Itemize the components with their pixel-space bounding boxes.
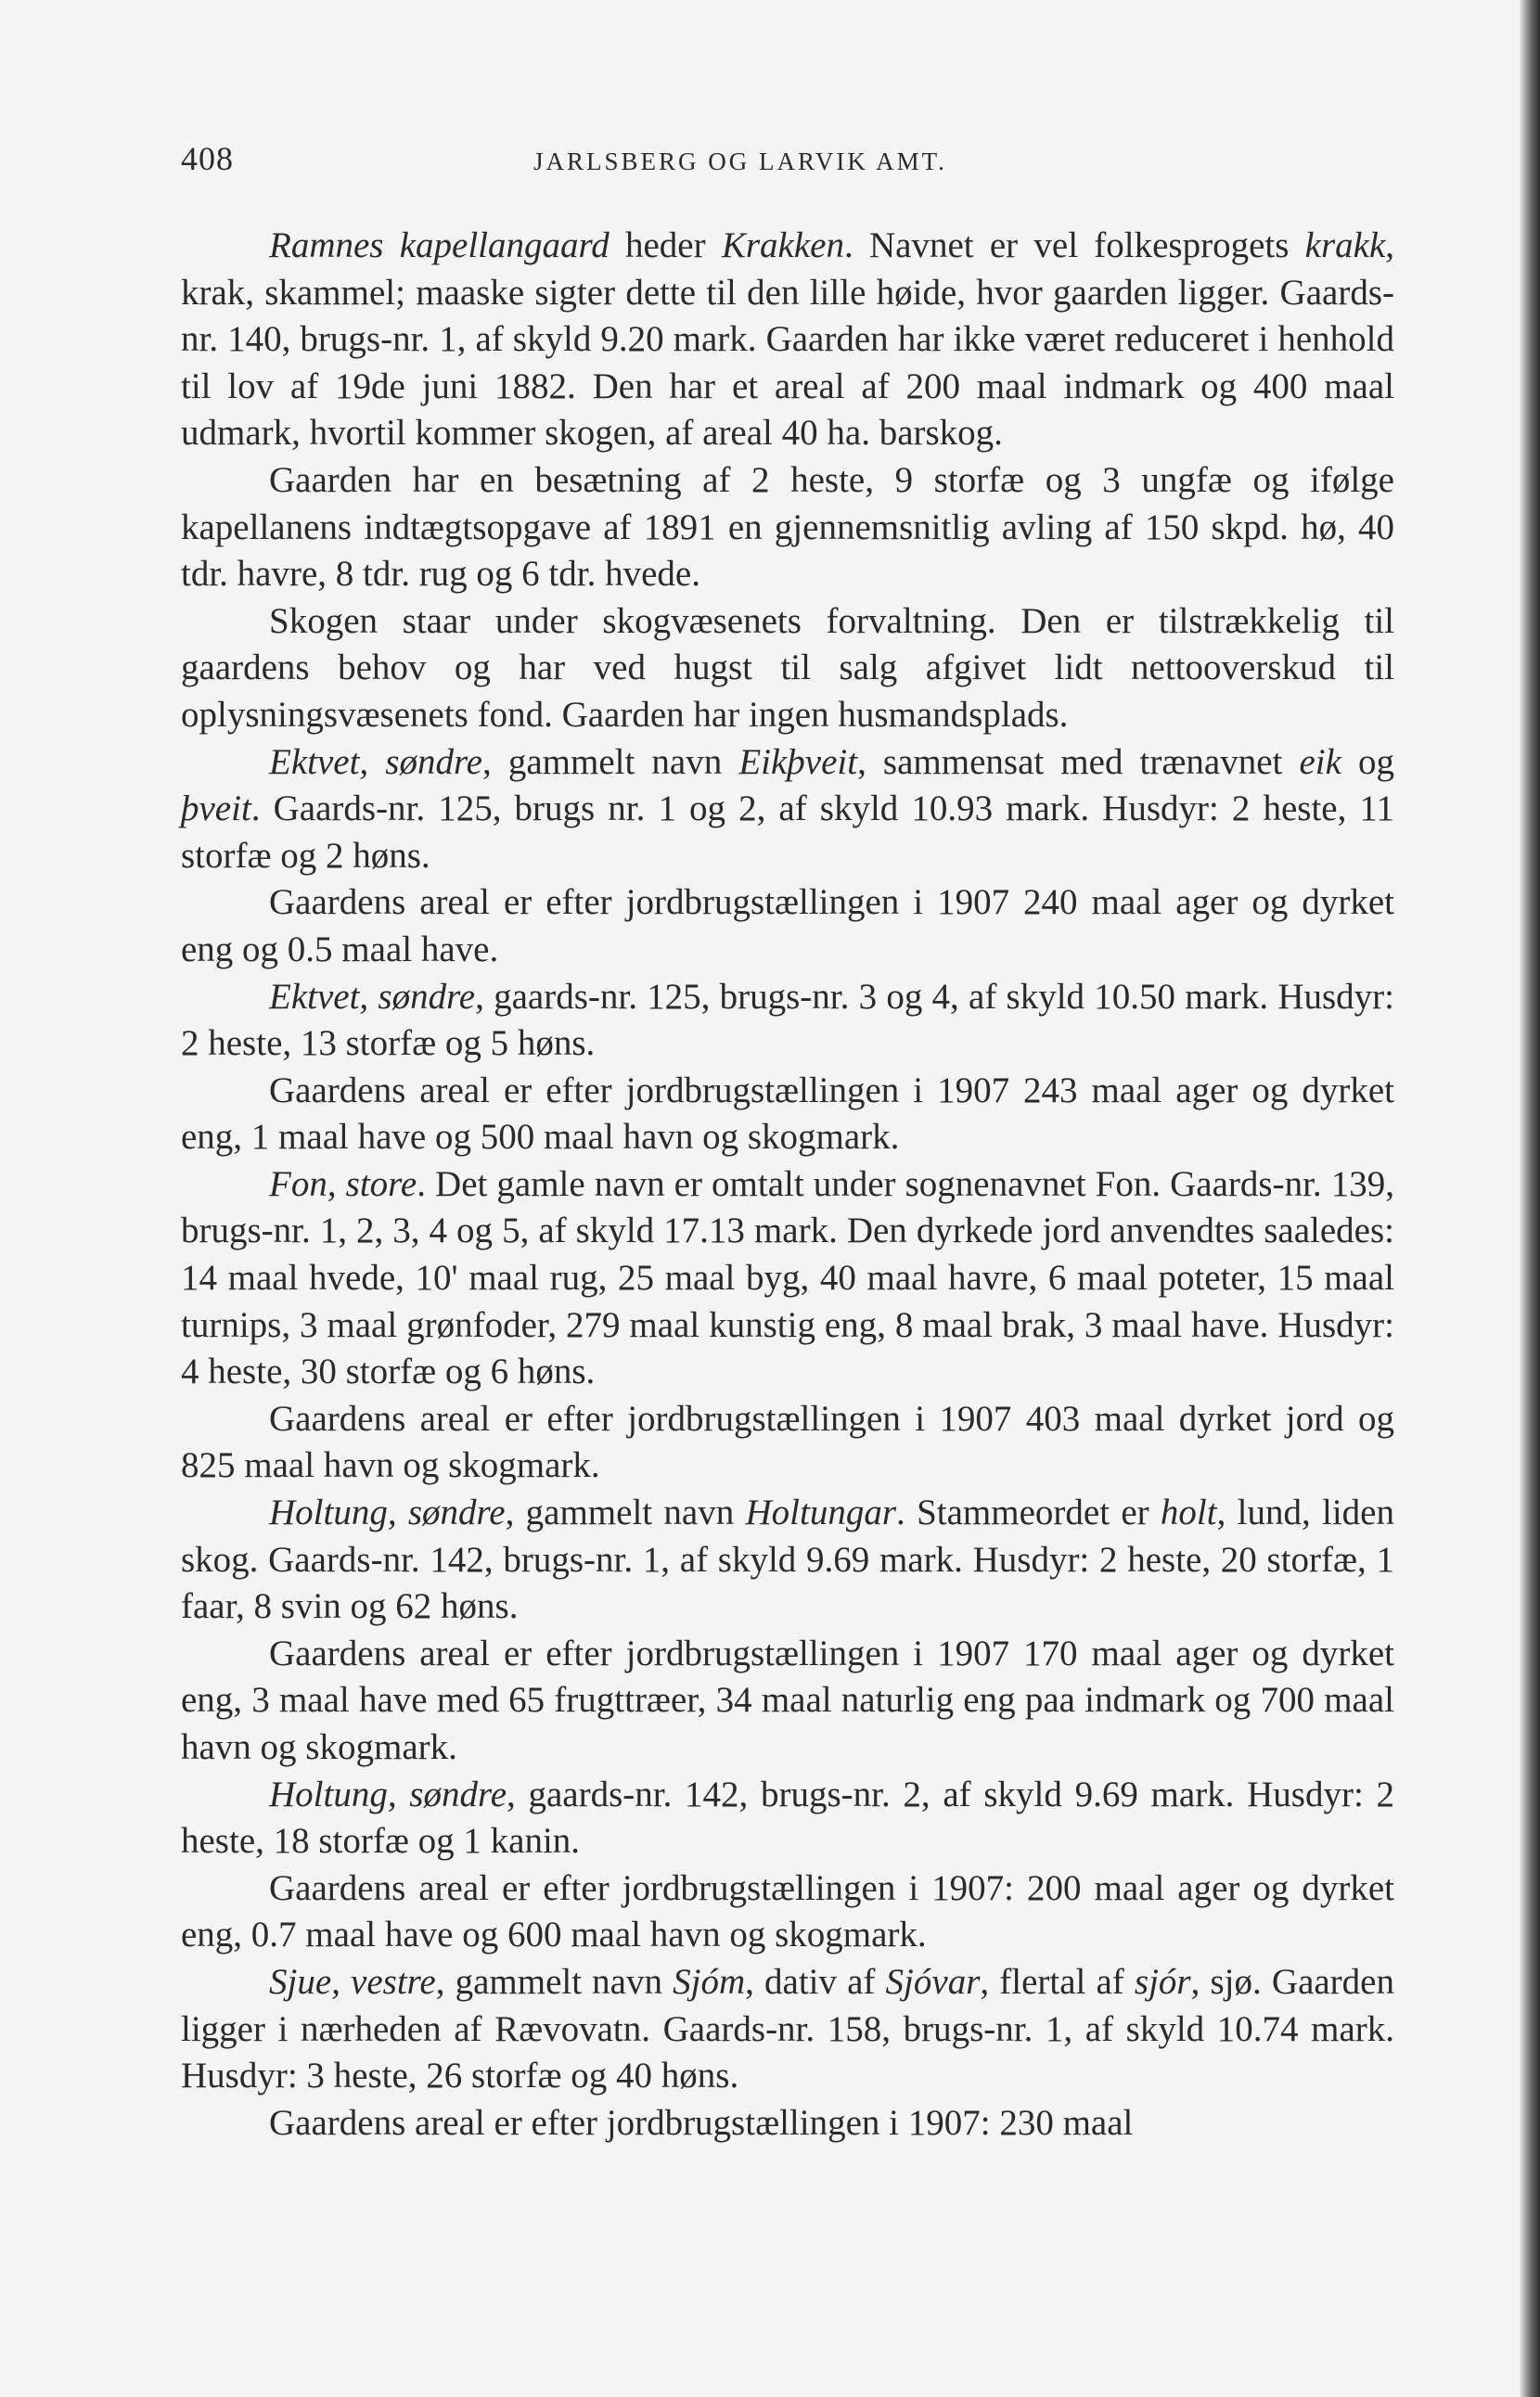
- italic-term: Holtung, søndre: [269, 1774, 507, 1814]
- text-run: , gammelt navn: [505, 1493, 746, 1533]
- italic-term: Ramnes kapellangaard: [269, 225, 610, 265]
- paragraph: [181, 1161, 1394, 1396]
- text-run: Gaardens areal er efter jordbrugstællingen i 1907 243 maal ager og dyrket eng, 1 maal have og 500 maal havn og skogmark.: [181, 1070, 1394, 1158]
- text-run: Skogen staar under skogvæsenets forvaltning. Den er tilstrækkelig til gaardens behov og har ved hugst til salg afgivet lidt nettooverskud til oplysningsvæsenets fond. Gaarden har ingen husmandsplads.: [181, 600, 1394, 735]
- text-run: , krak, skammel; maaske sigter dette til den lille høide, hvor gaarden ligger. Gaards-nr. 140, brugs-nr. 1, af skyld 9.20 mark. Gaarden har ikke været reduceret i henhold til lov af 19de juni 1882. Den har et areal af 200 maal indmark og 400 maal udmark, hvortil kommer skogen, af areal 40 ha. barskog.: [181, 225, 1395, 454]
- italic-term: eik: [1299, 741, 1341, 782]
- paragraph: [181, 1772, 1394, 1865]
- text-run: . Stammeordet er: [896, 1493, 1161, 1533]
- italic-term: krakk: [1304, 225, 1386, 265]
- italic-term: Sjóvar: [885, 1961, 981, 2002]
- italic-term: Sjue, vestre: [269, 1961, 436, 2002]
- italic-term: Holtung, søndre: [269, 1493, 506, 1533]
- italic-term: Sjóm: [673, 1961, 746, 2002]
- paragraph: [181, 1959, 1394, 2100]
- body-text: [181, 223, 1394, 2147]
- text-run: , dativ af: [745, 1961, 886, 2002]
- paragraph: [181, 457, 1394, 598]
- italic-term: Holtungar: [745, 1493, 897, 1533]
- text-run: Gaardens areal er efter jordbrugstællingen i 1907: 230 maal: [269, 2102, 1134, 2143]
- text-run: , lund, liden skog. Gaards-nr. 142, brugs-nr. 1, af skyld 9.69 mark. Husdyr: 2 heste, 20 storfæ, 1 faar, 8 svin og 62 høns.: [181, 1493, 1394, 1627]
- italic-term: sjór: [1134, 1961, 1191, 2002]
- running-title: JARLSBERG OG LARVIK AMT.: [533, 147, 947, 175]
- text-run: og: [1341, 741, 1394, 782]
- paragraph: [181, 598, 1394, 739]
- paragraph: [181, 1865, 1394, 1959]
- italic-term: þveit: [181, 788, 251, 829]
- page-edge-shadow: [1520, 0, 1540, 2397]
- paragraph: [181, 1396, 1394, 1490]
- paragraph: [181, 879, 1394, 973]
- book-page: [181, 139, 1394, 2147]
- text-run: Gaarden har en besætning af 2 heste, 9 storfæ og 3 ungfæ og ifølge kapellanens indtægtsopgave af 1891 en gjennemsnitlig avling af 150 skpd. hø, 40 tdr. havre, 8 tdr. rug og 6 tdr. hvede.: [181, 459, 1394, 595]
- paragraph: [181, 223, 1394, 457]
- text-run: heder: [609, 225, 722, 265]
- paragraph: [181, 1068, 1394, 1161]
- paragraph: [181, 2100, 1394, 2147]
- text-run: , gammelt navn: [435, 1961, 674, 2002]
- italic-term: Krakken: [721, 225, 844, 265]
- paragraph: [181, 1490, 1394, 1631]
- italic-term: Ektvet, søndre: [269, 976, 476, 1017]
- text-run: , sjø. Gaarden ligger i nærheden af Rævovatn. Gaards-nr. 158, brugs-nr. 1, af skyld 10.74 mark. Husdyr: 3 heste, 26 storfæ og 40 høns.: [181, 1961, 1394, 2096]
- text-run: . Det gamle navn er omtalt under sognenavnet Fon. Gaards-nr. 139, brugs-nr. 1, 2, 3, 4 og 5, af skyld 17.13 mark. Den dyrkede jord anvendtes saaledes: 14 maal hvede, 10' maal rug, 25 maal byg, 40 maal havre, 6 maal poteter, 15 maal turnips, 3 maal grønfoder, 279 maal kunstig eng, 8 maal brak, 3 maal have. Husdyr: 4 heste, 30 storfæ og 6 høns.: [181, 1163, 1394, 1392]
- text-run: Gaardens areal er efter jordbrugstællingen i 1907 240 maal ager og dyrket eng og 0.5 maal have.: [181, 882, 1394, 969]
- text-run: , gaards-nr. 125, brugs-nr. 3 og 4, af skyld 10.50 mark. Husdyr: 2 heste, 13 storfæ og 5 høns.: [181, 976, 1394, 1064]
- italic-term: holt: [1160, 1493, 1217, 1533]
- paragraph: [181, 1631, 1394, 1772]
- italic-term: Ektvet, søndre: [269, 741, 482, 782]
- paragraph: [181, 974, 1394, 1068]
- italic-term: Fon, store: [269, 1163, 417, 1204]
- italic-term: Eikþveit: [738, 741, 858, 782]
- page-number: 408: [181, 140, 234, 177]
- text-run: , sammensat med trænavnet: [857, 741, 1300, 782]
- text-run: , gaards-nr. 142, brugs-nr. 2, af skyld 9.69 mark. Husdyr: 2 heste, 18 storfæ og 1 kanin.: [181, 1774, 1394, 1862]
- text-run: . Navnet er vel folkesprogets: [843, 225, 1305, 265]
- text-run: , flertal af: [980, 1961, 1135, 2002]
- text-run: Gaardens areal er efter jordbrugstællingen i 1907 170 maal ager og dyrket eng, 3 maal have med 65 frugttræer, 34 maal naturlig eng paa indmark og 700 maal havn og skogmark.: [181, 1633, 1394, 1767]
- text-run: Gaardens areal er efter jordbrugstællingen i 1907: 200 maal ager og dyrket eng, 0.7 maal have og 600 maal havn og skogmark.: [181, 1867, 1394, 1955]
- text-run: . Gaards-nr. 125, brugs nr. 1 og 2, af skyld 10.93 mark. Husdyr: 2 heste, 11 storfæ og 2 høns.: [181, 788, 1394, 876]
- page-header: [181, 139, 1394, 176]
- paragraph: [181, 739, 1394, 880]
- text-run: , gammelt navn: [482, 741, 739, 782]
- text-run: Gaardens areal er efter jordbrugstællingen i 1907 403 maal dyrket jord og 825 maal havn og skogmark.: [181, 1398, 1394, 1486]
